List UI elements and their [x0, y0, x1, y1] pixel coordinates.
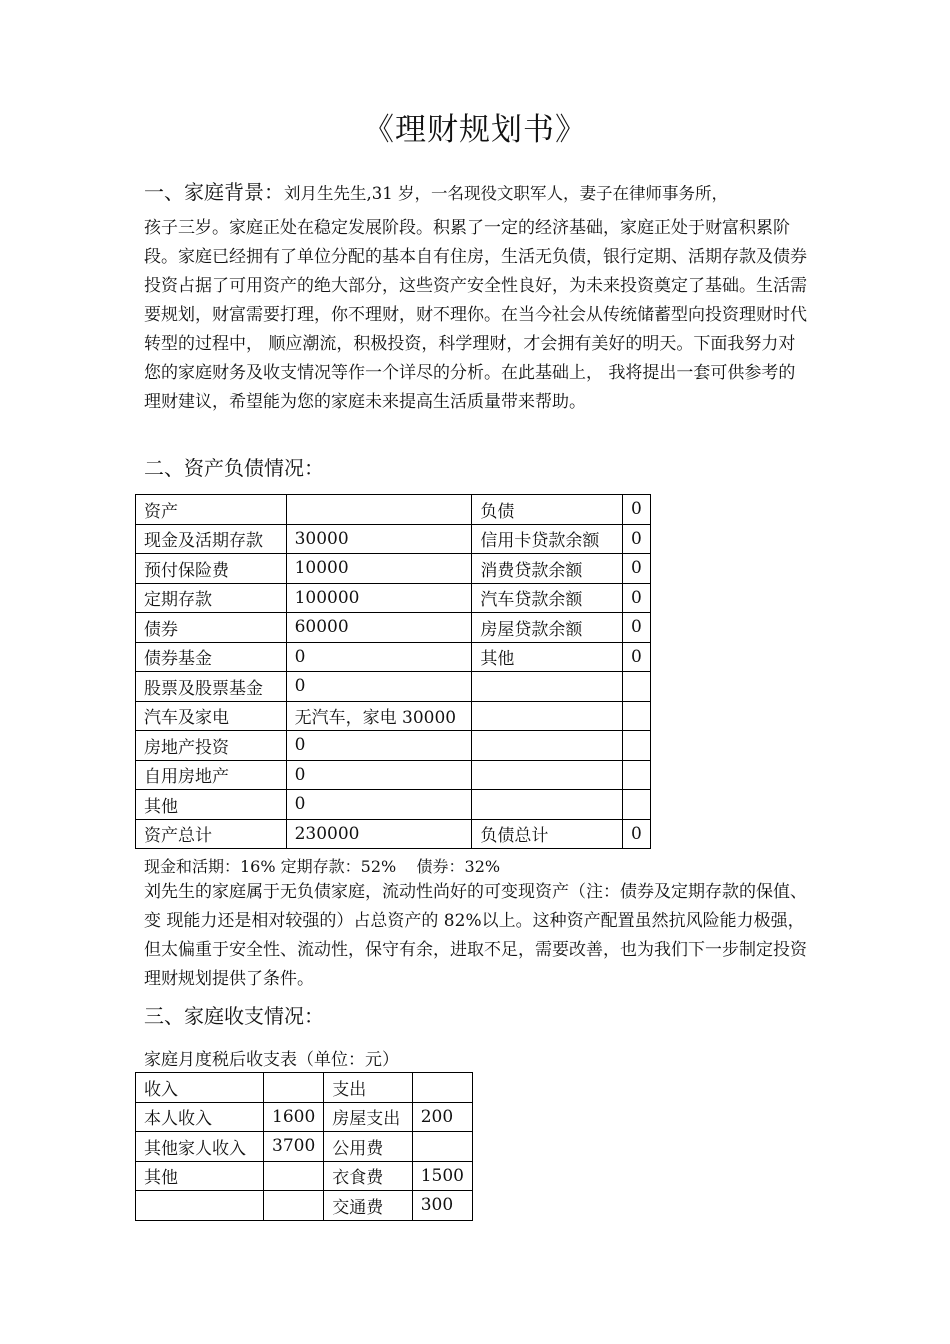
- income-table-cell: 房屋支出: [324, 1102, 412, 1132]
- asset-table-cell: 230000: [286, 819, 472, 849]
- income-table-cell: [136, 1191, 264, 1221]
- asset-table-cell: 汽车及家电: [136, 701, 287, 731]
- asset-table-cell: 0: [286, 642, 472, 672]
- asset-table-cell: 房地产投资: [136, 731, 287, 761]
- section2-analysis: 刘先生的家庭属于无负债家庭，流动性尚好的可变现资产（注：债券及定期存款的保值、变 现能力还是相对较强的）占总资产的 82%以上。这种资产配置虽然抗风险能力极强，但太偏重于安全性、流动性，保守有余，进取不足，需要改善，也为我们下一步制定投资理财规划提供了条件。: [144, 882, 807, 989]
- asset-table-cell: [622, 701, 650, 731]
- asset-table-row: [136, 672, 651, 702]
- asset-table-cell: [622, 790, 650, 820]
- income-table-cell: [264, 1161, 324, 1191]
- asset-table-cell: 汽车贷款余额: [472, 583, 623, 613]
- asset-table-cell: 其他: [472, 642, 623, 672]
- income-expense-table: [135, 1072, 473, 1221]
- income-table-cell: 1500: [412, 1161, 472, 1191]
- asset-table-cell: 资产: [136, 495, 287, 525]
- asset-table-cell: 债券基金: [136, 642, 287, 672]
- income-table-cell: 3700: [264, 1132, 324, 1162]
- asset-table-cell: 定期存款: [136, 583, 287, 613]
- income-table-cell: 1600: [264, 1102, 324, 1132]
- asset-table-row: [136, 701, 651, 731]
- income-table-cell: 300: [412, 1191, 472, 1221]
- income-table-row: [136, 1132, 473, 1162]
- asset-table-cell: 0: [286, 790, 472, 820]
- asset-table-cell: 债券: [136, 613, 287, 643]
- income-table-row: [136, 1161, 473, 1191]
- income-table-row: [136, 1073, 473, 1103]
- section1-heading: 一、家庭背景：: [144, 180, 284, 204]
- assets-liabilities-table: [135, 494, 651, 849]
- section1-intro: 刘月生先生,31 岁，一名现役文职军人，妻子在律师事务所，: [284, 184, 728, 203]
- section1-first-line: [144, 176, 728, 205]
- asset-table-row: [136, 731, 651, 761]
- income-table-cell: 衣食费: [324, 1161, 412, 1191]
- asset-table-cell: 0: [622, 642, 650, 672]
- asset-table-row: [136, 613, 651, 643]
- asset-table-row: [136, 524, 651, 554]
- asset-table-cell: [286, 495, 472, 525]
- asset-table-cell: [472, 672, 623, 702]
- asset-table-cell: 0: [286, 760, 472, 790]
- asset-table-cell: 无汽车，家电 30000: [286, 701, 472, 731]
- asset-table-cell: 100000: [286, 583, 472, 613]
- asset-table-cell: 0: [286, 672, 472, 702]
- asset-table-cell: 资产总计: [136, 819, 287, 849]
- asset-table-cell: [472, 760, 623, 790]
- asset-table-cell: 房屋贷款余额: [472, 613, 623, 643]
- asset-table-cell: [622, 760, 650, 790]
- income-table-row: [136, 1102, 473, 1132]
- asset-table-row: [136, 554, 651, 584]
- asset-table-row: [136, 819, 651, 849]
- income-table-row: [136, 1191, 473, 1221]
- asset-table-cell: 0: [622, 583, 650, 613]
- asset-table-cell: 30000: [286, 524, 472, 554]
- income-table-cell: 其他家人收入: [136, 1132, 264, 1162]
- asset-table-cell: [622, 672, 650, 702]
- section1-paragraph: 孩子三岁。家庭正处在稳定发展阶段。积累了一定的经济基础，家庭正处于财富积累阶段。家庭已经拥有了单位分配的基本自有住房，生活无负债，银行定期、活期存款及债券投资占据了可用资产的绝大部分，这些资产安全性良好，为未来投资奠定了基础。生活需要规划，财富需要打理，你不理财，财不理你。在当今社会从传统储蓄型向投资理财时代转型的过程中， 顺应潮流，积极投资，科学理财，才会拥有美好的明天。下面我努力对您的家庭财务及收支情况等作一个详尽的分析。在此基础上， 我将提出一套可供参考的理财建议，希望能为您的家庭未来提高生活质量带来帮助。: [144, 218, 807, 412]
- asset-table-row: [136, 642, 651, 672]
- asset-table-cell: 现金及活期存款: [136, 524, 287, 554]
- income-table-cell: [412, 1132, 472, 1162]
- asset-table-cell: [472, 790, 623, 820]
- asset-table-cell: [472, 731, 623, 761]
- asset-table-cell: 负债: [472, 495, 623, 525]
- asset-table-cell: 0: [622, 495, 650, 525]
- asset-table-cell: 0: [286, 731, 472, 761]
- income-table-cell: 其他: [136, 1161, 264, 1191]
- income-table-cell: [264, 1191, 324, 1221]
- income-table-caption: 家庭月度税后收支表（单位：元）: [144, 1050, 399, 1070]
- asset-table-cell: 负债总计: [472, 819, 623, 849]
- asset-table-row: [136, 790, 651, 820]
- asset-table-cell: 自用房地产: [136, 760, 287, 790]
- asset-table-cell: 股票及股票基金: [136, 672, 287, 702]
- asset-table-row: [136, 760, 651, 790]
- income-table-cell: 本人收入: [136, 1102, 264, 1132]
- income-table-cell: [412, 1073, 472, 1103]
- asset-table-cell: [472, 701, 623, 731]
- section2-heading: 二、资产负债情况：: [144, 456, 324, 480]
- asset-table-cell: 0: [622, 524, 650, 554]
- section3-heading: 三、家庭收支情况：: [144, 1004, 324, 1028]
- income-table-cell: 公用费: [324, 1132, 412, 1162]
- document-title: 《理财规划书》: [363, 112, 587, 148]
- asset-table-cell: 预付保险费: [136, 554, 287, 584]
- asset-ratio-line: 现金和活期：16% 定期存款：52% 债券：32%: [144, 857, 501, 876]
- asset-table-cell: 10000: [286, 554, 472, 584]
- asset-table-cell: 60000: [286, 613, 472, 643]
- income-table-cell: 200: [412, 1102, 472, 1132]
- income-table-cell: 支出: [324, 1073, 412, 1103]
- asset-table-cell: [622, 731, 650, 761]
- asset-table-cell: 其他: [136, 790, 287, 820]
- income-table-cell: [264, 1073, 324, 1103]
- asset-table-row: [136, 583, 651, 613]
- asset-table-cell: 0: [622, 819, 650, 849]
- income-table-cell: 收入: [136, 1073, 264, 1103]
- asset-table-cell: 0: [622, 613, 650, 643]
- asset-table-cell: 信用卡贷款余额: [472, 524, 623, 554]
- asset-table-cell: 消费贷款余额: [472, 554, 623, 584]
- asset-table-cell: 0: [622, 554, 650, 584]
- asset-table-row: [136, 495, 651, 525]
- income-table-cell: 交通费: [324, 1191, 412, 1221]
